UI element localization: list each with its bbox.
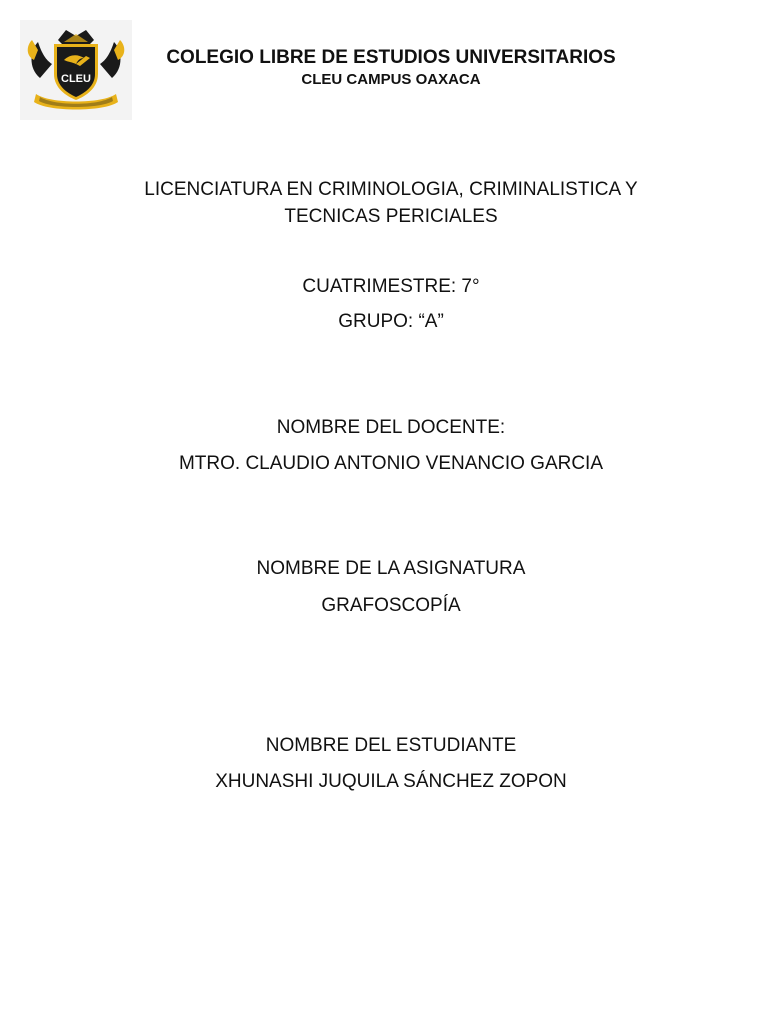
docente-label: NOMBRE DEL DOCENTE: xyxy=(276,417,506,438)
asignatura-name: GRAFOSCOPÍA xyxy=(321,595,461,616)
grupo: GRUPO: “A” xyxy=(338,311,444,332)
asignatura-label: NOMBRE DE LA ASIGNATURA xyxy=(256,558,526,579)
program-line-1: LICENCIATURA EN CRIMINOLOGIA, CRIMINALISTICA Y xyxy=(144,179,638,200)
cleu-crest-icon xyxy=(20,20,132,120)
docente-name: MTRO. CLAUDIO ANTONIO VENANCIO GARCIA xyxy=(178,453,604,474)
estudiante-label: NOMBRE DEL ESTUDIANTE xyxy=(265,735,517,756)
logo-text: CLEU xyxy=(61,73,91,85)
estudiante-name: XHUNASHI JUQUILA SÁNCHEZ ZOPON xyxy=(215,771,567,792)
cleu-logo xyxy=(20,20,132,120)
program-line-2: TECNICAS PERICIALES xyxy=(284,206,498,227)
institution-name: COLEGIO LIBRE DE ESTUDIOS UNIVERSITARIOS xyxy=(166,47,616,68)
cuatrimestre: CUATRIMESTRE: 7° xyxy=(302,276,480,297)
campus-name: CLEU CAMPUS OAXACA xyxy=(301,71,481,88)
